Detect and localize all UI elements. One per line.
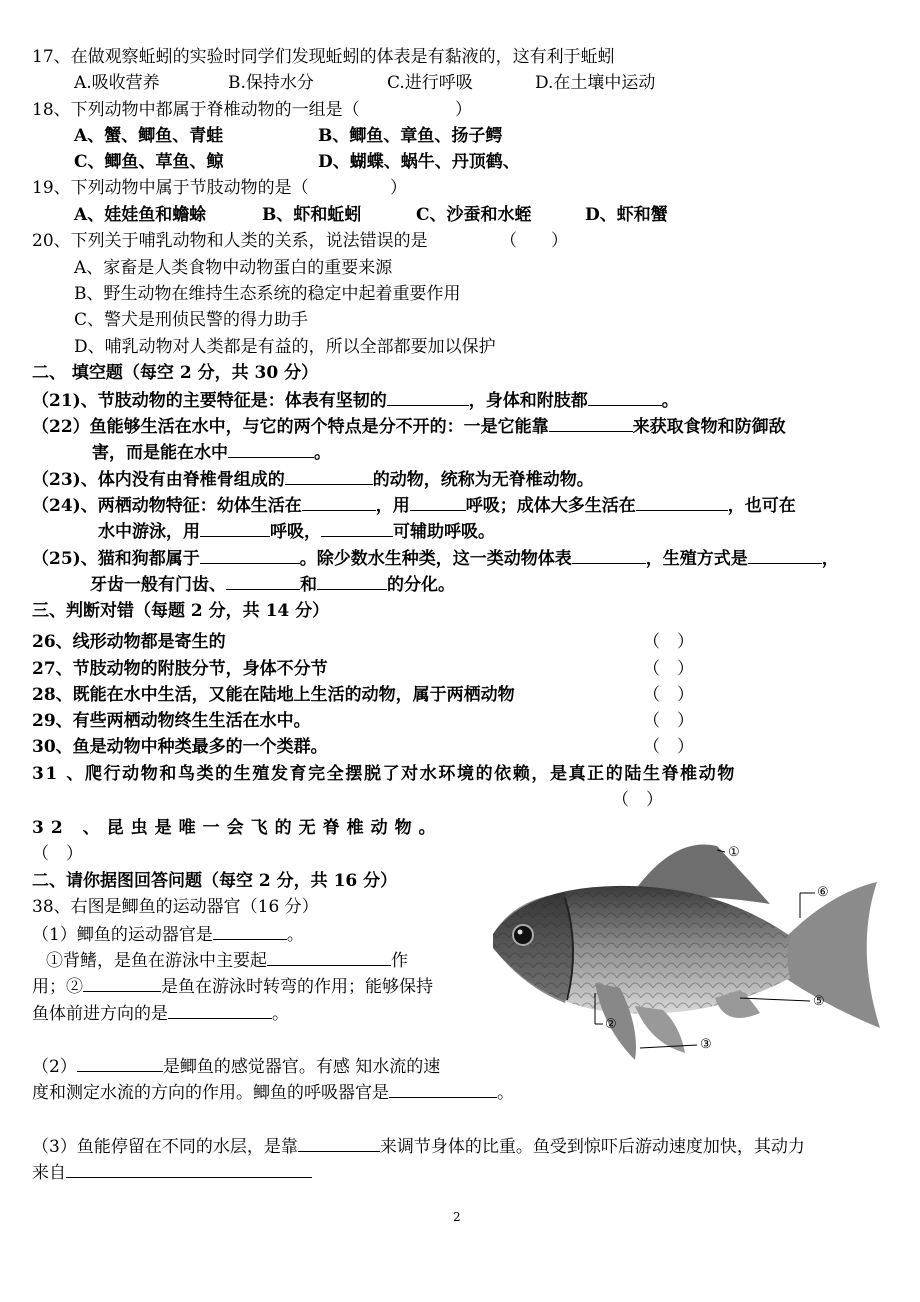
q22-line-1: （22）鱼能够生活在水中，与它的两个特点是分不开的：一是它能靠 来获取食物和防御敌 — [32, 417, 786, 437]
q38-blank-respiratory[interactable] — [389, 1081, 497, 1098]
q24-blank-2[interactable] — [410, 494, 466, 511]
q25-blank-4[interactable] — [226, 573, 300, 590]
crucian-carp-illustration — [485, 838, 880, 1066]
q18-option-c: C、鲫鱼、草鱼、鲸 — [74, 152, 224, 172]
fish-eye — [513, 925, 533, 945]
q38-blank-fin2[interactable] — [83, 975, 161, 992]
q20-option-d: D、哺乳动物对人类都是有益的，所以全部都要加以保护 — [74, 337, 496, 357]
judge-item-30: 30、鱼是动物中种类最多的一个类群。 — [32, 737, 328, 757]
judge-answer-30[interactable]: （ ） — [643, 737, 694, 757]
q18-option-d: D、蝴蝶、蜗牛、丹顶鹤、 — [318, 152, 520, 172]
q24-blank-1[interactable] — [302, 494, 376, 511]
q23-blank[interactable] — [285, 468, 373, 485]
q24-line-1: （24)、两栖动物特征：幼体生活在 ，用 呼吸；成体大多生活在 ，也可在 — [32, 496, 796, 516]
q21: （21)、节肢动物的主要特征是：体表有坚韧的 ，身体和附肢都 。 — [32, 391, 679, 411]
q19-stem: 19、下列动物中属于节肢动物的是（ — [32, 178, 309, 198]
judge-item-29: 29、有些两栖动物终生生活在水中。 — [32, 711, 311, 731]
judge-answer-28[interactable]: （ ） — [643, 685, 694, 705]
label-3: ③ — [700, 1037, 712, 1052]
q24-blank-5[interactable] — [321, 520, 393, 537]
judge-item-28: 28、既能在水中生活，又能在陆地上生活的动物，属于两栖动物 — [32, 685, 515, 705]
q25-blank-2[interactable] — [572, 547, 646, 564]
q20-paren: （ ） — [500, 231, 568, 251]
judge-answer-31[interactable]: （ ） — [612, 790, 663, 810]
q17-option-a: A.吸收营养 — [74, 73, 160, 93]
q19-close-paren: ） — [390, 178, 407, 198]
label-5: ⑤ — [813, 994, 825, 1009]
q38-title: 38、右图是鲫鱼的运动器官（16 分） — [32, 897, 319, 917]
judge-answer-26[interactable]: （ ） — [643, 632, 694, 652]
q25-line-1: （25)、猫和狗都属于 。除少数水生种类，这一类动物体表 ，生殖方式是 ， — [32, 549, 839, 569]
q20-option-a: A、家畜是人类食物中动物蛋白的重要来源 — [74, 258, 393, 278]
q38-part3-line2: 来自 — [32, 1161, 312, 1184]
label-1: ① — [728, 845, 740, 860]
q25-line-2: 牙齿一般有门齿、 和 的分化。 — [90, 575, 455, 595]
q24-blank-3[interactable] — [636, 494, 728, 511]
q38-part1-line4: 鱼体前进方向的是 。 — [32, 1004, 289, 1024]
q17-option-b: B.保持水分 — [228, 73, 314, 93]
label-6: ⑥ — [817, 885, 829, 900]
q38-part1-line3: 用；② 是鱼在游泳时转弯的作用；能够保持 — [32, 977, 433, 997]
judge-answer-27[interactable]: （ ） — [643, 659, 694, 679]
q21-blank-2[interactable] — [588, 389, 662, 406]
tail-fin — [785, 882, 880, 1028]
q38-part3-line1: （3）鱼能停留在不同的水层，是靠 来调节身体的比重。鱼受到惊吓后游动速度加快，其动力 — [32, 1137, 805, 1157]
q22-line-2: 害，而是能在水中 。 — [92, 443, 331, 463]
section-figure-title: 二、请你据图回答问题（每空 2 分，共 16 分） — [32, 871, 398, 891]
q38-blank-bladder[interactable] — [298, 1135, 380, 1152]
q25-blank-3[interactable] — [748, 547, 822, 564]
q19-option-a: A、娃娃鱼和蟾蜍 — [74, 205, 207, 225]
label-2: ② — [605, 1017, 617, 1032]
q18-option-a: A、蟹、鲫鱼、青蛙 — [74, 126, 224, 146]
q38-blank-sense[interactable] — [77, 1055, 163, 1072]
q22-blank-2[interactable] — [228, 441, 314, 458]
judge-answer-32[interactable]: （ ） — [32, 844, 83, 864]
q24-blank-4[interactable] — [200, 520, 270, 537]
judge-item-26: 26、线形动物都是寄生的 — [32, 632, 226, 652]
q18-option-b: B、鲫鱼、章鱼、扬子鳄 — [318, 126, 503, 146]
q17-option-d: D.在土壤中运动 — [535, 73, 656, 93]
q18-close-paren: ） — [455, 100, 472, 120]
q25-blank-5[interactable] — [317, 573, 387, 590]
q38-blank-organ[interactable] — [213, 923, 287, 940]
q38-blank-power[interactable] — [66, 1161, 312, 1178]
q38-blank-dorsal[interactable] — [267, 949, 391, 966]
section-fill-blank-title: 二、 填空题（每空 2 分，共 30 分） — [32, 363, 319, 383]
q38-blank-direction[interactable] — [168, 1002, 272, 1019]
q23: （23)、体内没有由脊椎骨组成的 的动物，统称为无脊椎动物。 — [32, 470, 594, 490]
q22-blank-1[interactable] — [549, 415, 633, 432]
q24-line-2: 水中游泳，用 呼吸， 可辅助呼吸。 — [98, 522, 495, 542]
q17-stem: 17、在做观察蚯蚓的实验时同学们发现蚯蚓的体表是有黏液的，这有利于蚯蚓 — [32, 47, 615, 67]
q25-blank-1[interactable] — [200, 547, 300, 564]
judge-item-27: 27、节肢动物的附肢分节，身体不分节 — [32, 659, 328, 679]
judge-item-32: 32 、昆虫是唯一会飞的无脊椎动物。 — [32, 818, 443, 838]
q38-part1-line1: （1）鲫鱼的运动器官是 。 — [32, 925, 304, 945]
q38-part2-line2: 度和测定水流的方向的作用。鲫鱼的呼吸器官是 。 — [32, 1083, 514, 1103]
q20-option-c: C、警犬是刑侦民警的得力助手 — [74, 310, 309, 330]
q21-blank-1[interactable] — [387, 389, 469, 406]
q19-option-c: C、沙蚕和水蛭 — [416, 205, 532, 225]
judge-item-31: 31 、爬行动物和鸟类的生殖发育完全摆脱了对水环境的依赖，是真正的陆生脊椎动物 — [32, 764, 736, 784]
q38-part2-line1: （2） 是鲫鱼的感觉器官。有感 知水流的速 — [32, 1057, 441, 1077]
judge-answer-29[interactable]: （ ） — [643, 711, 694, 731]
q20-stem: 20、下列关于哺乳动物和人类的关系，说法错误的是 — [32, 231, 428, 251]
q38-part1-line2: ①背鳍，是鱼在游泳中主要起 作 — [46, 951, 408, 971]
q20-option-b: B、野生动物在维持生态系统的稳定中起着重要作用 — [74, 284, 461, 304]
q17-option-c: C.进行呼吸 — [387, 73, 473, 93]
q19-option-d: D、虾和蟹 — [585, 205, 668, 225]
page-number: 2 — [453, 1210, 461, 1224]
q19-option-b: B、虾和蚯蚓 — [262, 205, 362, 225]
q18-stem: 18、下列动物中都属于脊椎动物的一组是（ — [32, 100, 360, 120]
section-judge-title: 三、判断对错（每题 2 分，共 14 分） — [32, 601, 330, 621]
fish-figure — [485, 838, 880, 1066]
